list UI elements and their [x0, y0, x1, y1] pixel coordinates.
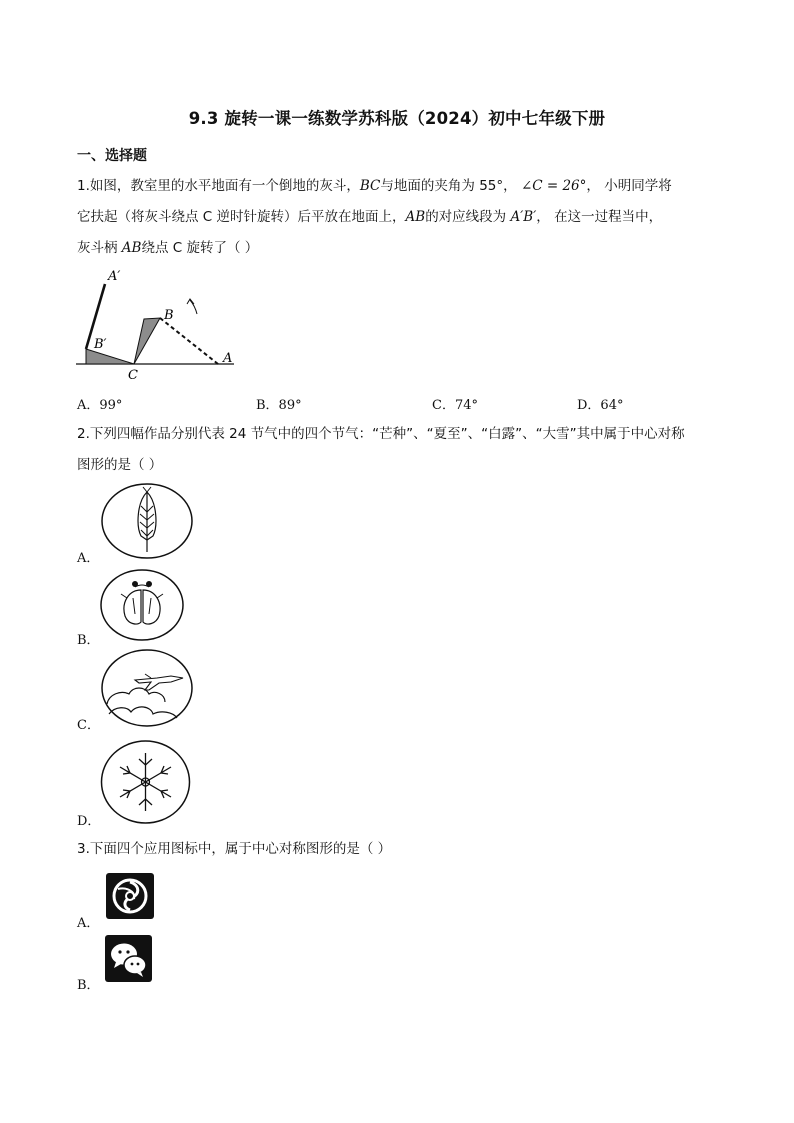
- page-title: 9.3 旋转一课一练数学苏科版（2024）初中七年级下册: [188, 109, 606, 128]
- q3-option-a-label[interactable]: A．: [77, 916, 100, 931]
- q1-option-b[interactable]: B．89°: [256, 398, 302, 413]
- q1-option-c[interactable]: C．74°: [432, 398, 478, 413]
- rotation-arrowhead: [187, 299, 194, 304]
- rotation-arrow: [190, 300, 197, 314]
- cicada-icon: [99, 568, 185, 642]
- q2-line-2: 图形的是（ ）: [77, 457, 163, 473]
- q1-option-a[interactable]: A．99°: [77, 398, 123, 413]
- swirl-app-icon: [106, 873, 154, 919]
- airplane-clouds-icon: [99, 648, 195, 728]
- q1-option-d[interactable]: D．64°: [577, 398, 624, 413]
- label-a-prime: A′: [108, 269, 121, 284]
- label-b-prime: B′: [94, 337, 107, 352]
- label-b: B: [164, 308, 174, 323]
- snowflake-icon: [99, 739, 192, 825]
- q1-line-2: 它扶起（将灰斗绕点 C 逆时针旋转）后平放在地面上，AB的对应线段为 A′B′， 在这一过程当中，: [77, 209, 663, 225]
- q2-option-a-label[interactable]: A．: [77, 551, 100, 566]
- wechat-app-icon: [105, 935, 152, 982]
- q2-line-1: 2.下列四幅作品分别代表 24 节气中的四个节气：“芒种”、“夏至”、“白露”、“大雪”其中属于中心对称: [77, 426, 685, 442]
- q1-line-1: 1.如图，教室里的水平地面有一个倒地的灰斗，BC与地面的夹角为 55°， ∠C = 26°， 小明同学将: [77, 178, 672, 194]
- q1-line-3: 灰斗柄 AB绕点 C 旋转了（ ）: [77, 240, 259, 256]
- label-a: A: [223, 351, 233, 366]
- section-heading: 一、选择题: [77, 148, 147, 164]
- q2-option-b-label[interactable]: B．: [77, 633, 100, 648]
- label-c: C: [128, 368, 138, 383]
- q1-rotation-figure: [70, 262, 250, 384]
- q2-option-c-label[interactable]: C．: [77, 718, 100, 733]
- original-handle-dashed: [160, 318, 218, 364]
- q3-option-b-label[interactable]: B．: [77, 978, 100, 993]
- original-dustpan: [134, 318, 160, 364]
- q3-line-1: 3.下面四个应用图标中，属于中心对称图形的是（ ）: [77, 841, 392, 857]
- q2-option-d-label[interactable]: D．: [77, 814, 101, 829]
- wheat-icon: [99, 482, 195, 560]
